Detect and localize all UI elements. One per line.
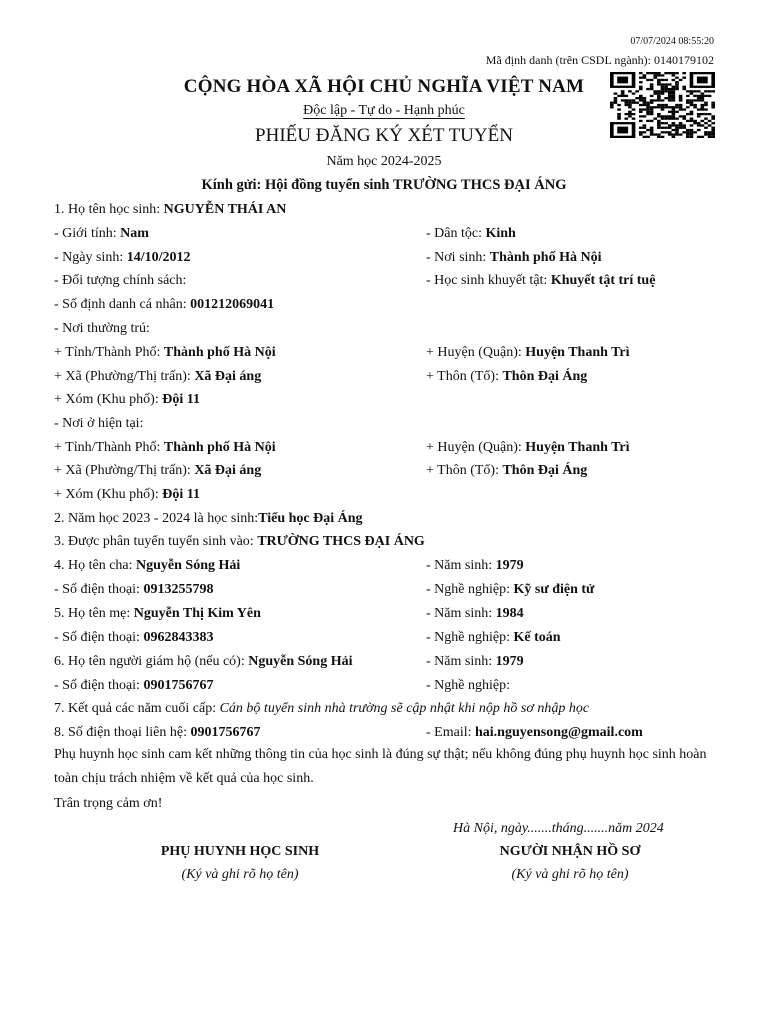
date-line: Hà Nội, ngày.......tháng.......năm 2024 (453, 821, 664, 836)
mother-year-row: - Năm sinh: 1984 (426, 606, 524, 621)
guardian-year-row: - Năm sinh: 1979 (426, 654, 524, 669)
permanent-village-row: + Thôn (Tổ): Thôn Đại Áng (426, 369, 588, 384)
mother-job-row: - Nghề nghiệp: Kế toán (426, 630, 561, 645)
ethnicity-row: - Dân tộc: Kinh (426, 226, 516, 241)
recipient-line: Kính gửi: Hội đồng tuyển sinh TRƯỜNG THCS ĐẠI ÁNG (201, 177, 567, 193)
form-title: PHIẾU ĐĂNG KÝ XÉT TUYỂN (255, 125, 513, 146)
receiver-signature-note: (Ký và ghi rõ họ tên) (511, 867, 629, 882)
gender-row: - Giới tính: Nam (54, 226, 149, 241)
disability-row: - Học sinh khuyết tật: Khuyết tật trí tuệ (426, 273, 656, 288)
current-province-row: + Tỉnh/Thành Phố: Thành phố Hà Nội (54, 440, 276, 455)
mother-phone-row: - Số điện thoại: 0962843383 (54, 630, 214, 645)
father-job-row: - Nghề nghiệp: Kỹ sư điện tử (426, 582, 595, 597)
current-village-row: + Thôn (Tổ): Thôn Đại Áng (426, 463, 588, 478)
guardian-name-row: 6. Họ tên người giám hộ (nếu có): Nguyễn Sóng Hải (54, 654, 353, 669)
results-note: Cán bộ tuyển sinh nhà trường sẽ cập nhật khi nộp hồ sơ nhập học (219, 701, 590, 716)
commitment-paragraph: Phụ huynh học sinh cam kết những thông tin của học sinh là đúng sự thật; nếu không đúng phụ huynh học sinh hoàn toàn chịu trách nhiệm về kết quả của học sinh. (54, 747, 707, 786)
current-district-row: + Huyện (Quận): Huyện Thanh Trì (426, 440, 630, 455)
guardian-job-row: - Nghề nghiệp: (426, 678, 510, 693)
father-phone-row: - Số điện thoại: 0913255798 (54, 582, 214, 597)
current-hamlet-row: + Xóm (Khu phố): Đội 11 (54, 487, 200, 502)
current-commune-row: + Xã (Phường/Thị trấn): Xã Đại áng (54, 463, 262, 478)
receiver-signature-title: NGƯỜI NHẬN HỒ SƠ (499, 844, 641, 859)
thanks-line: Trân trọng cảm ơn! (54, 796, 163, 811)
timestamp: 07/07/2024 08:55:20 (630, 36, 714, 47)
motto: Độc lập - Tự do - Hạnh phúc (303, 103, 465, 118)
parent-signature-note: (Ký và ghi rõ họ tên) (181, 867, 299, 882)
permanent-commune-row: + Xã (Phường/Thị trấn): Xã Đại áng (54, 369, 262, 384)
contact-phone-row: 8. Số điện thoại liên hệ: 0901756767 (54, 725, 261, 740)
student-name: NGUYỄN THÁI AN (163, 202, 287, 217)
assigned-school-row: 3. Được phân tuyển tuyển sinh vào: TRƯỜNG THCS ĐẠI ÁNG (54, 534, 425, 549)
permanent-district-row: + Huyện (Quận): Huyện Thanh Trì (426, 345, 630, 360)
policy-row: - Đối tượng chính sách: (54, 273, 187, 288)
parent-signature-title: PHỤ HUYNH HỌC SINH (160, 844, 320, 859)
mother-name-row: 5. Họ tên mẹ: Nguyễn Thị Kim Yên (54, 606, 261, 621)
identifier-label: Mã định danh (trên CSDL ngành): 0140179102 (485, 53, 714, 67)
guardian-phone-row: - Số điện thoại: 0901756767 (54, 678, 214, 693)
student-name-row: 1. Họ tên học sinh: NGUYỄN THÁI AN (54, 202, 287, 217)
nation-title: CỘNG HÒA XÃ HỘI CHỦ NGHĨA VIỆT NAM (183, 76, 585, 97)
permanent-hamlet-row: + Xóm (Khu phố): Đội 11 (54, 392, 200, 407)
permanent-title: - Nơi thường trú: (54, 321, 150, 336)
school-year: Năm học 2024-2025 (326, 154, 442, 169)
previous-school-row: 2. Năm học 2023 - 2024 là học sinh:Tiểu học Đại Áng (54, 511, 363, 526)
personal-id-row: - Số định danh cá nhân: 001212069041 (54, 297, 275, 312)
contact-email-row: - Email: hai.nguyensong@gmail.com (426, 725, 643, 740)
permanent-province-row: + Tỉnh/Thành Phố: Thành phố Hà Nội (54, 345, 276, 360)
father-year-row: - Năm sinh: 1979 (426, 558, 524, 573)
dob-row: - Ngày sinh: 14/10/2012 (54, 250, 191, 265)
father-name-row: 4. Họ tên cha: Nguyễn Sóng Hải (54, 558, 241, 573)
birthplace-row: - Nơi sinh: Thành phố Hà Nội (426, 250, 602, 265)
results-row: 7. Kết quả các năm cuối cấp: Cán bộ tuyển sinh nhà trường sẽ cập nhật khi nộp hồ sơ nhập học (54, 701, 590, 716)
current-title: - Nơi ở hiện tại: (54, 416, 144, 431)
